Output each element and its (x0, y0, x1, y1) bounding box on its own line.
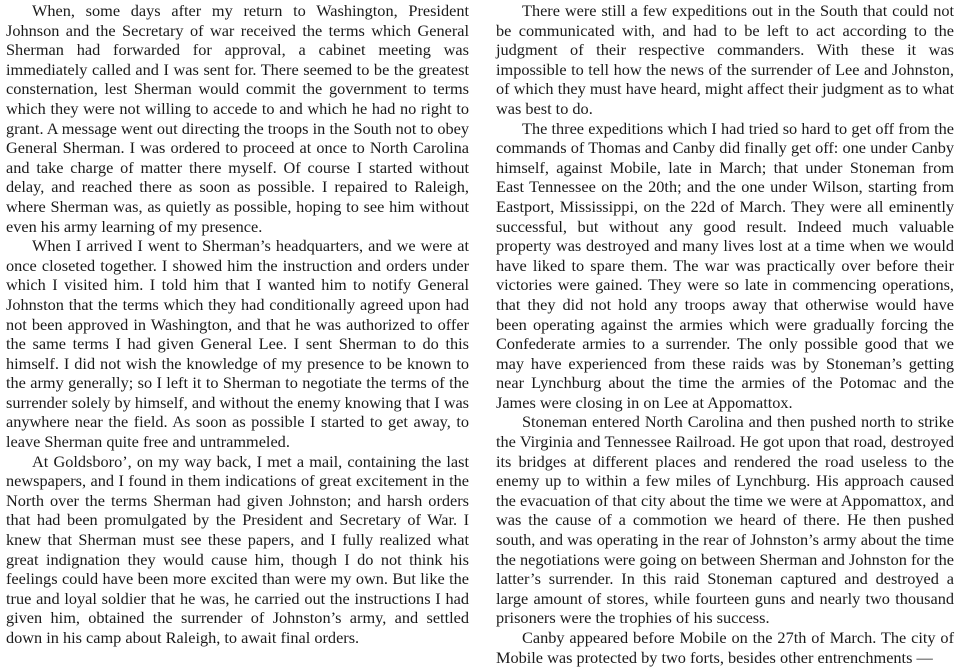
paragraph-cabinet-meeting: When, some days after my return to Washington, President Johnson and the Secretary of war received the terms which General Sherman had forwarded for approval, a cabinet meeting was immediately called and I was sent for. There seemed to be the greatest consternation, lest Sherman would commit the government to terms which they were not willing to accede to and which he had no right to grant. A message went out directing the troops in the South not to obey General Sherman. I was ordered to proceed at once to North Carolina and take charge of matter there myself. Of course I started without delay, and reached there as soon as possible. I repaired to Raleigh, where Sherman was, as quietly as possible, hoping to see him without even his army learning of my presence. (6, 1, 469, 236)
paragraph-three-expeditions: The three expeditions which I had tried so hard to get off from the commands of Thomas and Canby did finally get off: one under Canby himself, against Mobile, late in March; that under Stoneman from East Tennessee on the 20th; and the one under Wilson, starting from Eastport, Mississippi, on the 22d of March. They were all eminently successful, but without any good result. Indeed much valuable property was destroyed and many lives lost at a time when we would have liked to spare them. The war was practically over before their victories were gained. They were so late in commencing operations, that they did not hold any troops away that otherwise would have been operating against the armies which were gradually forcing the Confederate armies to a surrender. The only possible good that we may have experienced from these raids was by Stoneman’s getting near Lynchburg about the time the armies of the Potomac and the James were closing in on Lee at Appomattox. (496, 118, 954, 412)
paragraph-expeditions: There were still a few expeditions out in the South that could not be communicated with, and had to be left to act according to the judgment of their respective commanders. With these it was impossible to tell how the news of the surrender of Lee and Johnston, of which they must have heard, might affect their judgment as to what was best to do. (496, 1, 954, 118)
left-text-column (6, 1, 469, 648)
paragraph-sherman-headquarters: When I arrived I went to Sherman’s headquarters, and we were at once closeted together. I showed him the instruction and orders under which I visited him. I told him that I wanted him to notify General Johnston that the terms which they had conditionally agreed upon had not been approved in Washington, and that he was authorized to offer the same terms I had given General Lee. I sent Sherman to do this himself. I did not wish the knowledge of my presence to be known to the army generally; so I left it to Sherman to negotiate the terms of the surrender solely by himself, and without the enemy knowing that I was anywhere near the field. As soon as possible I started to get away, to leave Sherman quite free and untrammeled. (6, 236, 470, 452)
column-gutter (482, 0, 483, 630)
paragraph-goldsboro: At Goldsboro’, on my way back, I met a mail, containing the last newspapers, and I found in them indications of great excitement in the North over the terms Sherman had given Johnston; and harsh orders that had been promulgated by the President and Secretary of War. I knew that Sherman must see these papers, and I fully realized what great indignation they would cause him, though I do not think his feelings could have been more excited than were my own. But like the true and loyal soldier that he was, he carried out the instructions I had given him, obtained the surrender of Johnston’s army, and settled down in his camp about Raleigh, to await final orders. (6, 451, 469, 647)
paragraph-canby-mobile: Canby appeared before Mobile on the 27th of March. The city of Mobile was protected by two forts, besides other entrenchments — (496, 628, 954, 667)
paragraph-stoneman: Stoneman entered North Carolina and then pushed north to strike the Virginia and Tennessee Railroad. He got upon that road, destroyed its bridges at different places and rendered the road useless to the enemy up to within a few miles of Lynchburg. His approach caused the evacuation of that city about the time we were at Appomattox, and was the cause of a commotion we heard of there. He then pushed south, and was operating in the rear of Johnston’s army about the time the negotiations were going on between Sherman and Johnston for the latter’s surrender. In this raid Stoneman captured and destroyed a large amount of stores, while fourteen guns and nearly two thousand prisoners were the trophies of his success. (496, 412, 954, 628)
right-text-column (496, 1, 954, 667)
